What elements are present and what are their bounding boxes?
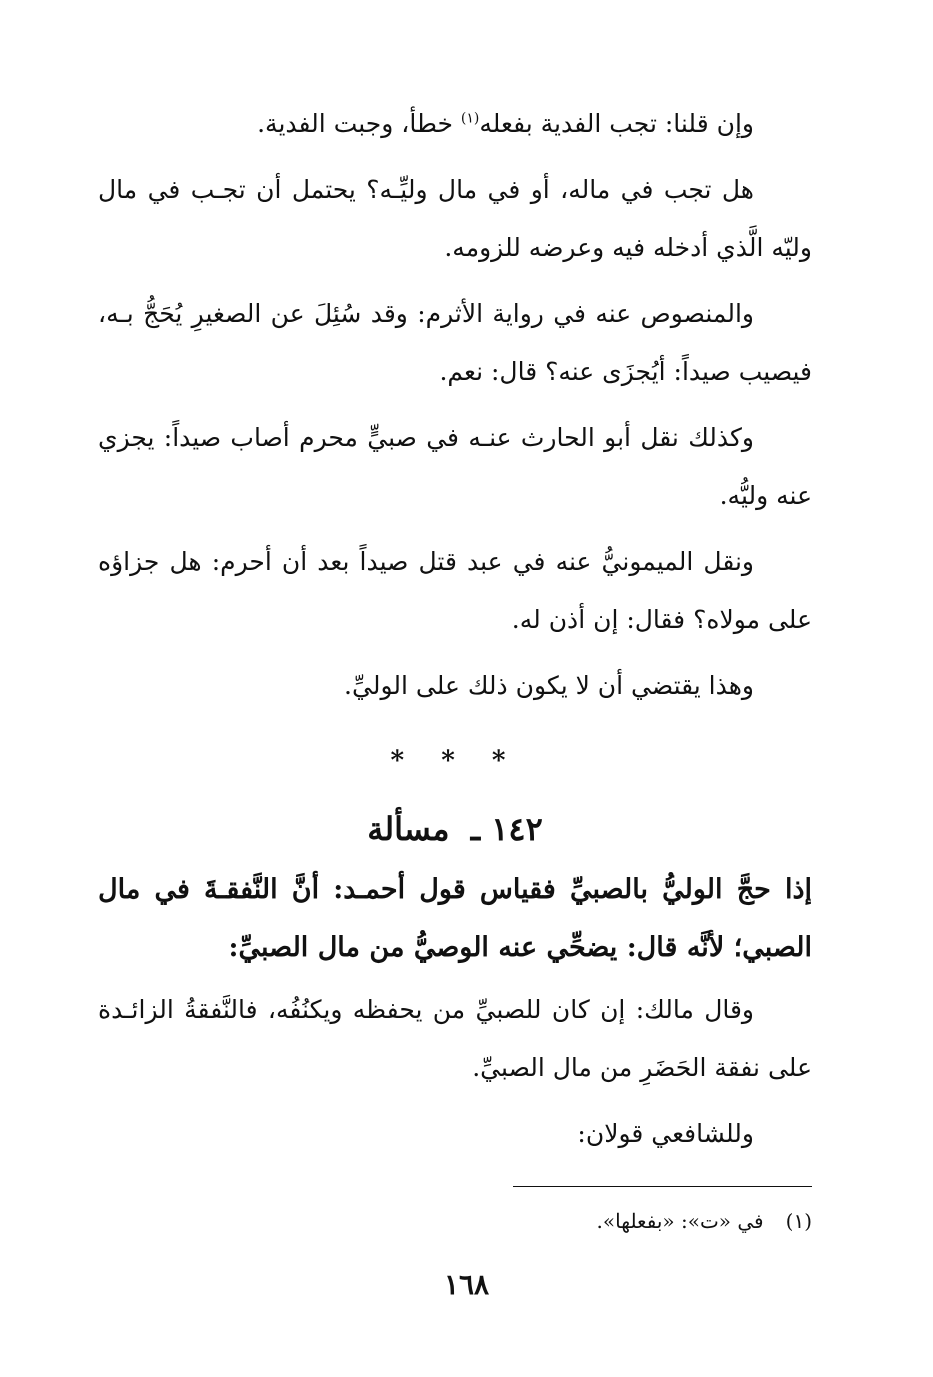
paragraph-1-text-end: خطأ، وجبت الفدية. (257, 109, 461, 138)
paragraph-4: وكذلك نقل أبو الحارث عنـه في صبيٍّ محرم أصاب صيداً: يجزي عنه وليُّه. (98, 423, 812, 510)
paragraph-7: وقال مالك: إن كان للصبيِّ من يحفظه ويكنُفُه، فالنَّفقةُ الزائـدة على نفقة الحَضَرِ من مال الصبيِّ. (98, 995, 812, 1082)
footnote-text: في «ت»: «بفعلها». (596, 1209, 764, 1233)
paragraph-5: ونقل الميمونيُّ عنه في عبد قتل صيداً بعد أن أحرم: هل جزاؤه على مولاه؟ فقال: إن أذن له. (98, 547, 812, 634)
section-number: ١٤٢ ـ (470, 810, 543, 848)
footnote-number: (١) (785, 1209, 812, 1233)
footnote-divider (513, 1186, 812, 1187)
page-number: ١٦٨ (443, 1268, 490, 1301)
paragraph-6: وهذا يقتضي أن لا يكون ذلك على الوليِّ. (344, 671, 754, 700)
issue-statement: إذا حجَّ الوليُّ بالصبيِّ فقياس قول أحمـد: أنَّ النَّفقـةَ في مال الصبي؛ لأنَّه قال: يضحِّي عنه الوصيُّ من مال الصبيِّ: (98, 874, 812, 963)
paragraph-8: وللشافعي قولان: (577, 1119, 754, 1148)
paragraph-1-text: وإن قلنا: تجب الفدية بفعله (479, 109, 754, 138)
page-body (98, 95, 812, 1171)
section-separator: * * * (390, 746, 520, 776)
paragraph-3: والمنصوص عنه في رواية الأثرم: وقد سُئِلَ عن الصغيرِ يُحَجُّ بـه، فيصيب صيداً: أيُجزَى عنه؟ قال: نعم. (98, 299, 812, 386)
section-title: مسألة (367, 810, 450, 848)
section-heading (98, 801, 812, 857)
paragraph-2: هل تجب في ماله، أو في مال وليِّـه؟ يحتمل أن تجـب في مال وليّه الَّذي أدخله فيه وعرضه للزومه. (98, 175, 812, 262)
footnote-marker[interactable]: (١) (460, 110, 480, 127)
footnote (300, 1203, 812, 1239)
paragraph-1 (98, 95, 812, 153)
